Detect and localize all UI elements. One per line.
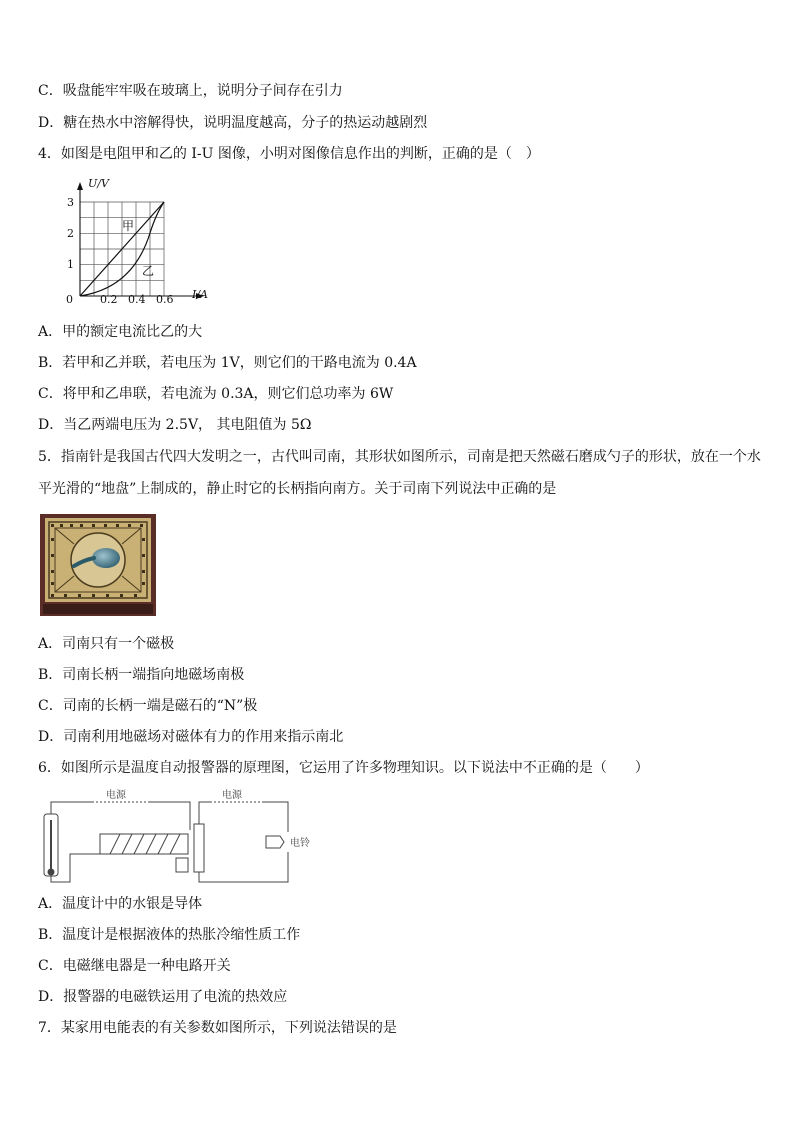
- q5-option-a: A．司南只有一个磁极: [38, 636, 175, 652]
- bell-label: 电铃: [290, 838, 310, 849]
- iu-graph: [58, 176, 218, 308]
- q6-option-d: D．报警器的电磁铁运用了电流的热效应: [38, 989, 288, 1005]
- curve-yi-label: 乙: [142, 264, 155, 278]
- q6-option-c: C．电磁继电器是一种电路开关: [38, 958, 231, 974]
- x-tick-04: 0.4: [128, 293, 146, 306]
- sinan-compass-image: [40, 514, 156, 616]
- q6-option-a: A．温度计中的水银是导体: [38, 896, 203, 912]
- q5-stem-line2: 平光滑的“地盘”上制成的，静止时它的长柄指向南方。关于司南下列说法中正确的是: [38, 481, 557, 497]
- right-source-label: 电源: [222, 790, 242, 801]
- q6-option-b: B．温度计是根据液体的热胀冷缩性质工作: [38, 927, 301, 943]
- x-axis-label: I/A: [192, 288, 208, 301]
- q4-option-c: C．将甲和乙串联，若电流为 0.3A，则它们总功率为 6W: [38, 386, 394, 402]
- spoon-bowl: [92, 548, 120, 568]
- y-tick-2: 2: [67, 227, 74, 240]
- q5-option-b: B．司南长柄一端指向地磁场南极: [38, 667, 245, 683]
- curve-jia-label: 甲: [122, 219, 135, 233]
- q5-option-c: C．司南的长柄一端是磁石的“N”极: [38, 698, 258, 714]
- switch-contact: [176, 858, 188, 872]
- y-tick-3: 3: [67, 196, 74, 209]
- q5-stem-line1: 5．指南针是我国古代四大发明之一，古代叫司南，其形状如图所示，司南是把天然磁石磨成勺子的形状，放在一个水: [38, 449, 761, 465]
- y-axis-label: U/V: [88, 177, 109, 190]
- q3-option-d: D．糖在热水中溶解得快，说明温度越高，分子的热运动越剧烈: [38, 115, 428, 131]
- y-axis-arrow: [77, 182, 83, 190]
- q7-stem: 7．某家用电能表的有关参数如图所示，下列说法错误的是: [38, 1020, 397, 1036]
- q4-option-d: D．当乙两端电压为 2.5V， 其电阻值为 5Ω: [38, 417, 312, 433]
- origin-label: 0: [66, 293, 73, 306]
- alarm-circuit-diagram: [40, 786, 330, 886]
- q4-option-a: A．甲的额定电流比乙的大: [38, 324, 203, 340]
- left-source-label: 电源: [106, 790, 126, 801]
- y-tick-1: 1: [67, 258, 74, 271]
- q4-option-b: B．若甲和乙并联，若电压为 1V，则它们的干路电流为 0.4A: [38, 355, 417, 371]
- q5-option-d: D．司南利用地磁场对磁体有力的作用来指示南北: [38, 729, 344, 745]
- x-tick-02: 0.2: [100, 293, 118, 306]
- armature: [194, 824, 204, 872]
- bell-icon: [266, 836, 284, 848]
- x-tick-06: 0.6: [156, 293, 174, 306]
- q6-stem: 6．如图所示是温度自动报警器的原理图，它运用了许多物理知识。以下说法中不正确的是（ ）: [38, 760, 649, 776]
- q4-stem: 4．如图是电阻甲和乙的 I-U 图像，小明对图像信息作出的判断，正确的是（ ）: [38, 146, 540, 162]
- q3-option-c: C．吸盘能牢牢吸在玻璃上，说明分子间存在引力: [38, 83, 343, 99]
